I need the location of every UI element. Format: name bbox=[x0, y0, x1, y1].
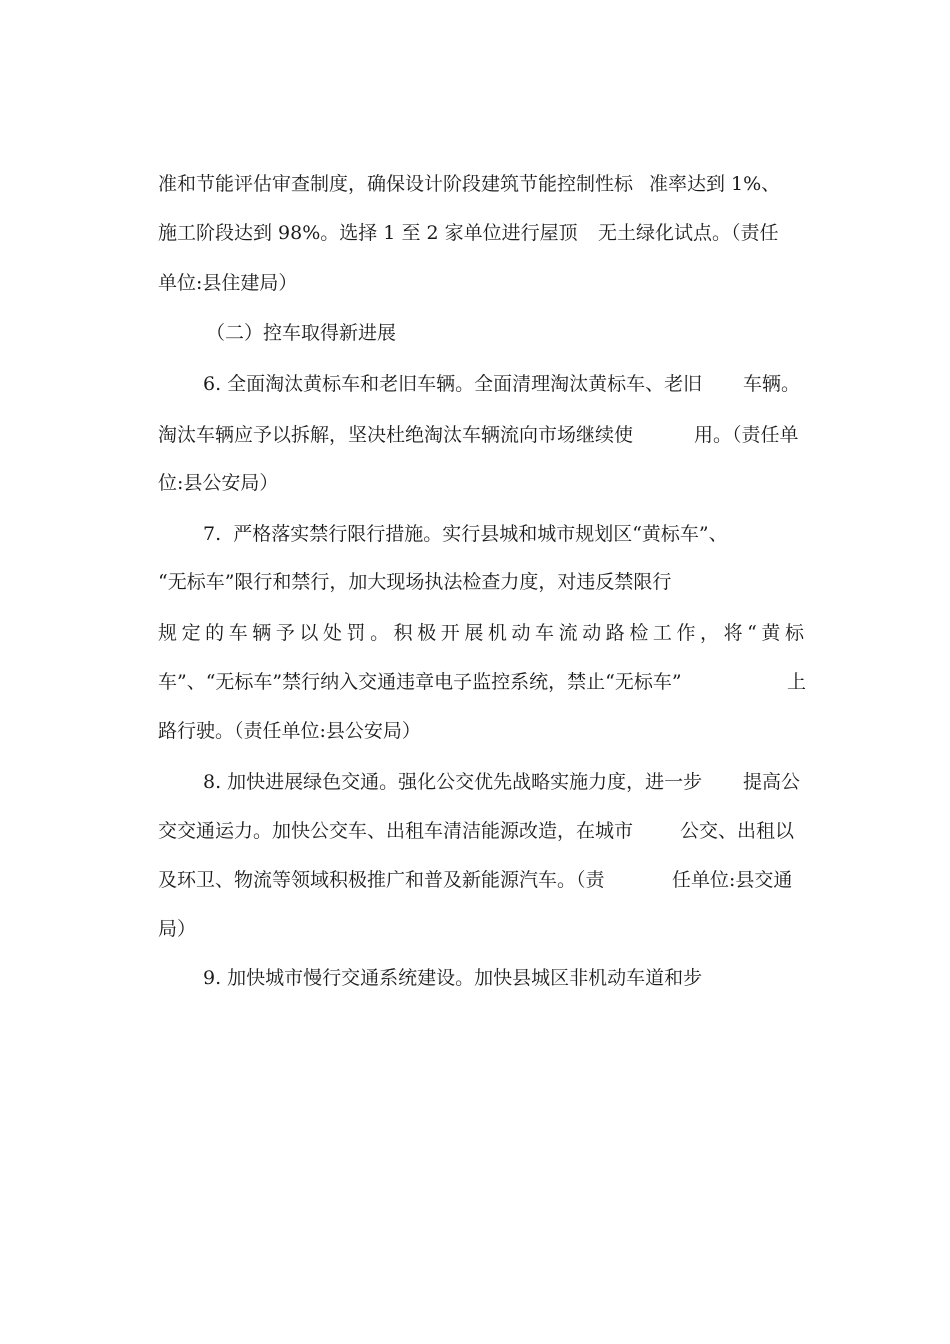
line-segment: 局） bbox=[158, 918, 197, 940]
text-line bbox=[0, 914, 950, 944]
line-segment: 路行驶。（责任单位:县公安局） bbox=[158, 720, 421, 742]
text-line bbox=[0, 218, 950, 248]
line-segment: 准率达到 1%、 bbox=[649, 173, 781, 195]
line-segment: 无土绿化试点。（责任 bbox=[598, 222, 779, 244]
line-segment: 9. 加快城市慢行交通系统建设。加快县城区非机动车道和步 bbox=[203, 967, 703, 989]
text-line bbox=[0, 567, 950, 597]
line-segment: “无标车”限行和禁行，加大现场执法检查力度，对违反禁限行 bbox=[158, 571, 672, 593]
line-segment: 7. 严格落实禁行限行措施。实行县城和城市规划区“黄标车”、 bbox=[203, 523, 728, 545]
text-line bbox=[0, 369, 950, 399]
text-line bbox=[0, 963, 950, 993]
text-line bbox=[0, 268, 950, 298]
line-segment: 用。（责任单 bbox=[694, 424, 799, 446]
line-segment: 规定的车辆予以处罚。积极开展机动车流动路检工作，将“黄标 bbox=[158, 622, 804, 644]
line-segment: 位:县公安局） bbox=[158, 472, 279, 494]
line-segment: 淘汰车辆应予以拆解，坚决杜绝淘汰车辆流向市场继续使 bbox=[158, 424, 634, 446]
line-segment: 交交通运力。加快公交车、出租车清洁能源改造，在城市 bbox=[158, 820, 634, 842]
line-segment: 公交、出租以 bbox=[680, 820, 795, 842]
text-line bbox=[0, 865, 950, 895]
section-heading bbox=[0, 318, 950, 348]
text-line bbox=[0, 618, 950, 648]
line-segment: 车”、“无标车”禁行纳入交通违章电子监控系统，禁止“无标车” bbox=[158, 671, 682, 693]
text-line bbox=[0, 716, 950, 746]
text-line bbox=[0, 468, 950, 498]
text-line bbox=[0, 767, 950, 797]
text-line bbox=[0, 420, 950, 450]
line-segment: （二）控车取得新进展 bbox=[206, 322, 397, 344]
line-segment: 准和节能评估审查制度，确保设计阶段建筑节能控制性标 bbox=[158, 173, 634, 195]
text-line bbox=[0, 519, 950, 549]
text-line bbox=[0, 169, 950, 199]
line-segment: 及环卫、物流等领域积极推广和普及新能源汽车。（责 bbox=[158, 869, 605, 891]
line-segment: 任单位:县交通 bbox=[672, 869, 793, 891]
line-segment: 6. 全面淘汰黄标车和老旧车辆。全面清理淘汰黄标车、老旧 bbox=[203, 373, 703, 395]
line-segment: 上 bbox=[787, 671, 807, 693]
line-segment: 施工阶段达到 98%。选择 1 至 2 家单位进行屋顶 bbox=[158, 222, 578, 244]
line-segment: 提高公 bbox=[743, 771, 801, 793]
line-segment: 单位:县住建局） bbox=[158, 272, 298, 294]
line-segment: 车辆。 bbox=[743, 373, 801, 395]
line-segment: 8. 加快进展绿色交通。强化公交优先战略实施力度，进一步 bbox=[203, 771, 703, 793]
text-line bbox=[0, 667, 950, 697]
text-line bbox=[0, 816, 950, 846]
